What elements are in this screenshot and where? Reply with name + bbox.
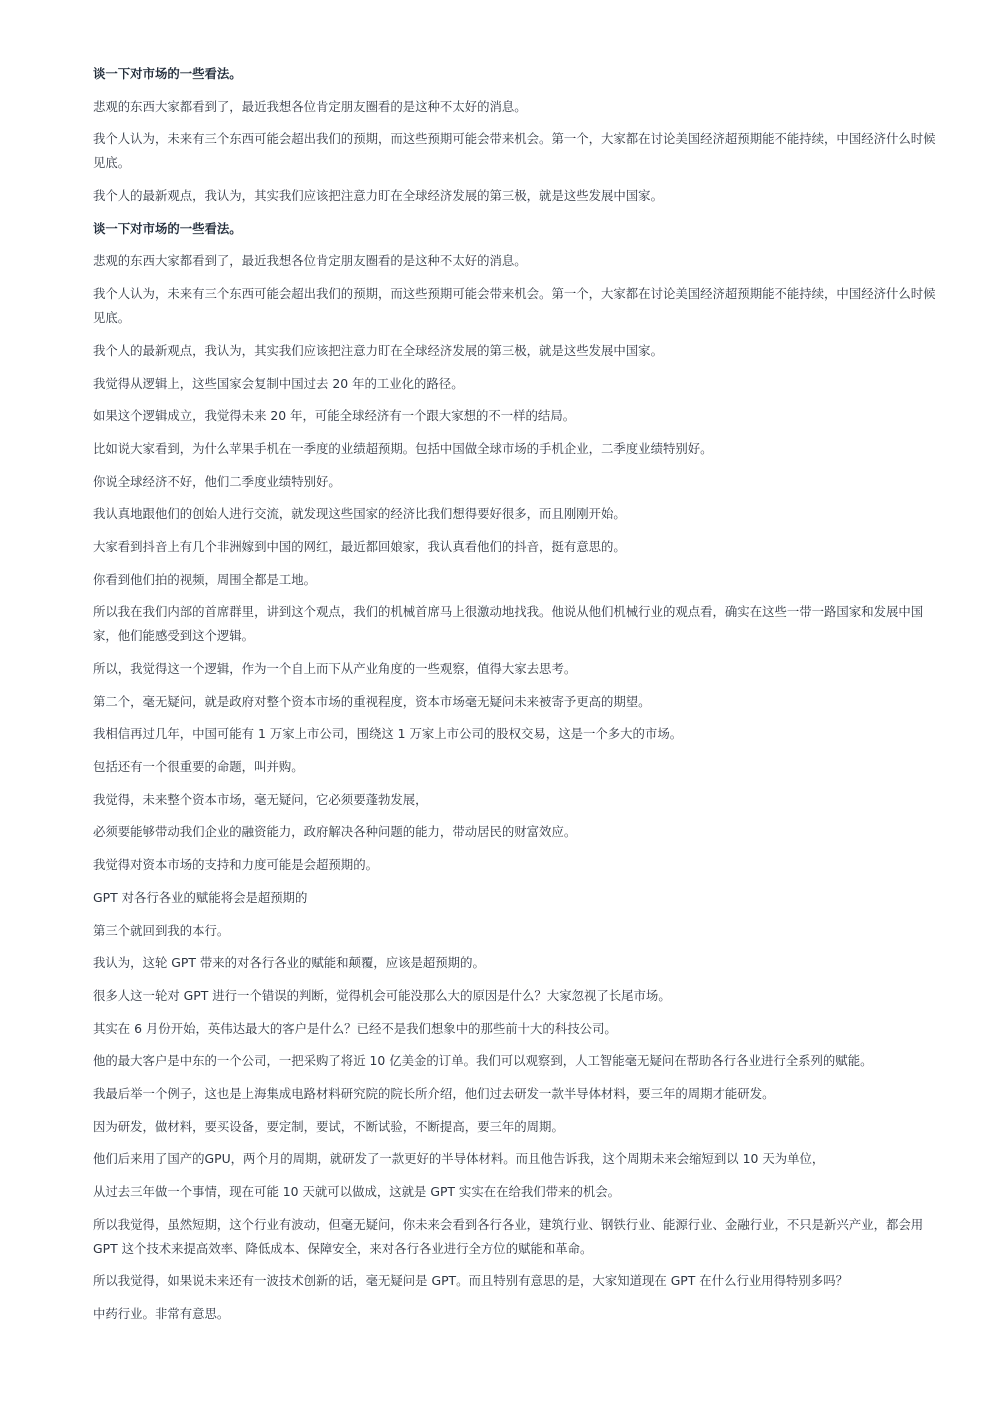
- paragraph: 所以，我觉得这一个逻辑，作为一个自上而下从产业角度的一些观察，值得大家去思考。: [93, 661, 577, 676]
- paragraph: 他的最大客户是中东的一个公司，一把采购了将近 10 亿美金的订单。我们可以观察到，人工智能毫无疑问在帮助各行各业进行全系列的赋能。: [93, 1053, 873, 1069]
- paragraph: 我认真地跟他们的创始人进行交流，就发现这些国家的经济比我们想得要好很多，而且刚刚开始。: [93, 506, 626, 522]
- paragraph: 他们后来用了国产的GPU，两个月的周期，就研发了一款更好的半导体材料。而且他告诉我，这个周期未来会缩短到以 10 天为单位，: [93, 1151, 825, 1167]
- paragraph: 从过去三年做一个事情，现在可能 10 天就可以做成，这就是 GPT 实实在在给我们带来的机会。: [93, 1184, 621, 1199]
- section-heading: 谈一下对市场的一些看法。: [93, 220, 242, 236]
- paragraph: 我觉得从逻辑上，这些国家会复制中国过去 20 年的工业化的路径。: [93, 375, 464, 391]
- paragraph: 包括还有一个很重要的命题，叫并购。: [93, 759, 304, 775]
- document-body: [93, 62, 945, 1335]
- paragraph: 第三个就回到我的本行。: [93, 922, 230, 938]
- paragraph: 比如说大家看到，为什么苹果手机在一季度的业绩超预期。包括中国做全球市场的手机企业，二季度业绩特别好。: [93, 440, 713, 456]
- paragraph: 我认为，这轮 GPT 带来的对各行各业的赋能和颠覆，应该是超预期的。: [93, 955, 485, 971]
- paragraph: 我个人认为，未来有三个东西可能会超出我们的预期，而这些预期可能会带来机会。第一个，大家都在讨论美国经济超预期能不能持续，中国经济什么时候见底。: [93, 286, 936, 326]
- paragraph: 我个人的最新观点，我认为，其实我们应该把注意力盯在全球经济发展的第三极，就是这些发展中国家。: [93, 188, 663, 204]
- paragraph: 大家看到抖音上有几个非洲嫁到中国的网红，最近都回娘家，我认真看他们的抖音，挺有意思的。: [93, 538, 626, 554]
- paragraph: 你说全球经济不好，他们二季度业绩特别好。: [93, 473, 341, 489]
- paragraph: 我觉得对资本市场的支持和力度可能是会超预期的。: [93, 857, 378, 873]
- paragraph: 中药行业。非常有意思。: [93, 1306, 230, 1322]
- paragraph: 第二个，毫无疑问，就是政府对整个资本市场的重视程度，资本市场毫无疑问未来被寄予更高的期望。: [93, 693, 651, 709]
- paragraph: 因为研发，做材料，要买设备，要定制，要试，不断试验，不断提高，要三年的周期。: [93, 1118, 564, 1134]
- paragraph: 悲观的东西大家都看到了，最近我想各位肯定朋友圈看的是这种不太好的消息。: [93, 98, 527, 114]
- paragraph: 我个人的最新观点，我认为，其实我们应该把注意力盯在全球经济发展的第三极，就是这些发展中国家。: [93, 342, 663, 358]
- paragraph: 必须要能够带动我们企业的融资能力，政府解决各种问题的能力，带动居民的财富效应。: [93, 824, 577, 840]
- paragraph: 我觉得，未来整个资本市场，毫无疑问，它必须要蓬勃发展，: [93, 791, 428, 807]
- paragraph: 我个人认为，未来有三个东西可能会超出我们的预期，而这些预期可能会带来机会。第一个，大家都在讨论美国经济超预期能不能持续，中国经济什么时候见底。: [93, 131, 936, 171]
- paragraph: 其实在 6 月份开始，英伟达最大的客户是什么？已经不是我们想象中的那些前十大的科技公司。: [93, 1020, 617, 1036]
- paragraph: 很多人这一轮对 GPT 进行一个错误的判断，觉得机会可能没那么大的原因是什么？大家忽视了长尾市场。: [93, 987, 671, 1003]
- paragraph: 如果这个逻辑成立，我觉得未来 20 年，可能全球经济有一个跟大家想的不一样的结局。: [93, 408, 576, 424]
- paragraph: 你看到他们拍的视频，周围全都是工地。: [93, 571, 317, 587]
- paragraph: 所以我在我们内部的首席群里，讲到这个观点，我们的机械首席马上很激动地找我。他说从他们机械行业的观点看，确实在这些一带一路国家和发展中国家，他们能感受到这个逻辑。: [93, 604, 924, 644]
- section-heading: 谈一下对市场的一些看法。: [93, 66, 242, 81]
- paragraph: 我相信再过几年，中国可能有 1 万家上市公司，围绕这 1 万家上市公司的股权交易，这是一个多大的市场。: [93, 726, 683, 742]
- paragraph: 悲观的东西大家都看到了，最近我想各位肯定朋友圈看的是这种不太好的消息。: [93, 253, 527, 269]
- subheading: GPT 对各行各业的赋能将会是超预期的: [93, 889, 308, 905]
- paragraph: 所以我觉得，虽然短期，这个行业有波动，但毫无疑问，你未来会看到各行各业，建筑行业、钢铁行业、能源行业、金融行业，不只是新兴产业，都会用GPT 这个技术来提高效率、降低成本、保障安全，来对各行各业进行全方位的赋能和革命。: [93, 1216, 924, 1256]
- paragraph: 我最后举一个例子，这也是上海集成电路材料研究院的院长所介绍，他们过去研发一款半导体材料，要三年的周期才能研发。: [93, 1085, 775, 1101]
- paragraph: 所以我觉得，如果说未来还有一波技术创新的话，毫无疑问是 GPT。而且特别有意思的是，大家知道现在 GPT 在什么行业用得特别多吗？: [93, 1273, 848, 1289]
